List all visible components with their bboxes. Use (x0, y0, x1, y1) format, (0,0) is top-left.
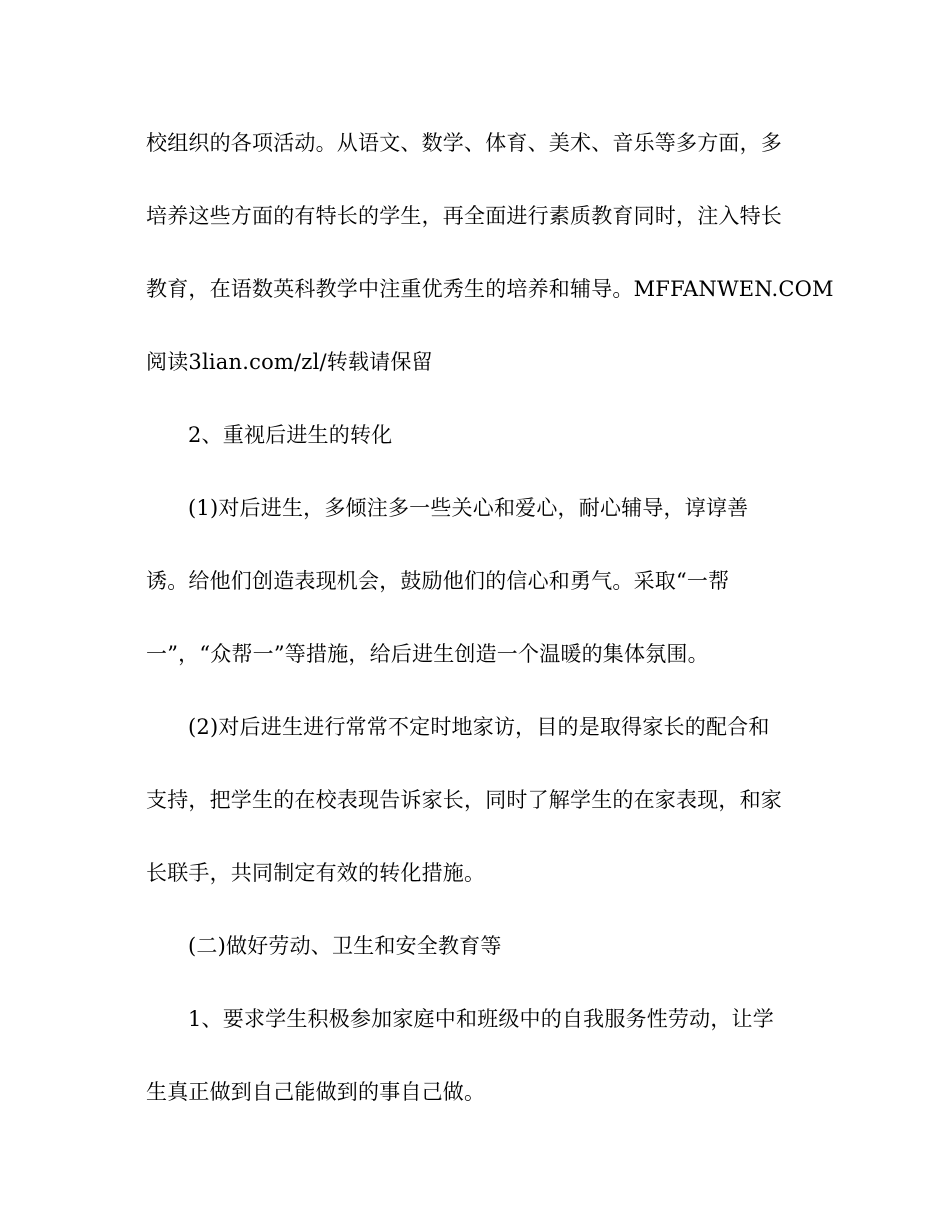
body-text-line: 长联手，共同制定有效的转化措施。 (146, 861, 486, 885)
body-text-line: 诱。给他们创造表现机会，鼓励他们的信心和勇气。采取“一帮 (146, 569, 730, 593)
body-text-line: (1)对后进生，多倾注多一些关心和爱心，耐心辅导，谆谆善 (188, 496, 749, 520)
body-text-line: 校组织的各项活动。从语文、数学、体育、美术、音乐等多方面，多 (146, 131, 782, 155)
body-text-line: 教育，在语数英科教学中注重优秀生的培养和辅导。MFFANWEN.COM (146, 277, 834, 301)
body-text-line: 培养这些方面的有特长的学生，再全面进行素质教育同时，注入特长 (146, 204, 782, 228)
body-text-line: (2)对后进生进行常常不定时地家访，目的是取得家长的配合和 (188, 715, 770, 739)
body-text-line: 一”，“众帮一”等措施，给后进生创造一个温暖的集体氛围。 (146, 642, 709, 666)
body-text-line: 支持，把学生的在校表现告诉家长，同时了解学生的在家表现，和家 (146, 788, 782, 812)
body-text-line: 生真正做到自己能做到的事自己做。 (146, 1080, 486, 1104)
section-heading: (二)做好劳动、卫生和安全教育等 (188, 934, 502, 958)
body-text-line: 1、要求学生积极参加家庭中和班级中的自我服务性劳动，让学 (188, 1007, 774, 1031)
body-text-line: 阅读3lian.com/zl/转载请保留 (146, 350, 433, 374)
section-heading: 2、重视后进生的转化 (188, 423, 393, 447)
